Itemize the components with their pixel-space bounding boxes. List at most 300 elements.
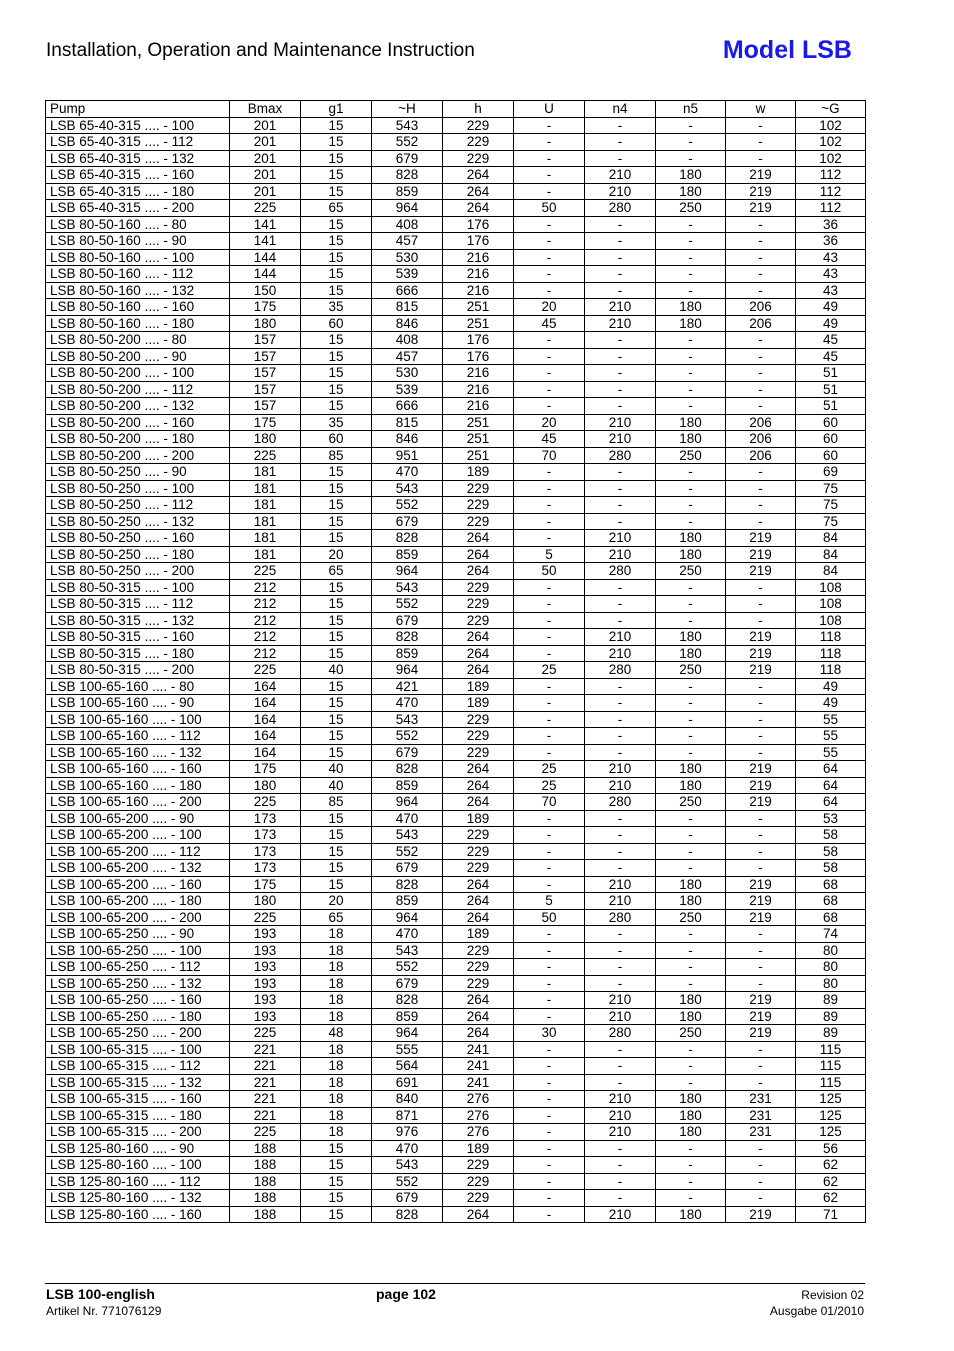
pump-cell: LSB 100-65-250 .... - 90 — [46, 926, 230, 943]
value-cell: 264 — [443, 530, 514, 547]
value-cell: - — [514, 513, 585, 530]
value-cell: 189 — [443, 464, 514, 481]
value-cell: 229 — [443, 612, 514, 629]
table-header-row — [46, 101, 866, 118]
pump-cell: LSB 65-40-315 .... - 100 — [46, 117, 230, 134]
value-cell: 210 — [585, 1008, 656, 1025]
value-cell: 157 — [230, 381, 301, 398]
value-cell: 264 — [443, 1025, 514, 1042]
value-cell: - — [585, 711, 656, 728]
value-cell: 15 — [301, 150, 372, 167]
footer-divider — [45, 1283, 865, 1284]
value-cell: 828 — [372, 1206, 443, 1223]
value-cell: 229 — [443, 975, 514, 992]
value-cell: 229 — [443, 860, 514, 877]
value-cell: - — [656, 464, 726, 481]
value-cell: - — [585, 150, 656, 167]
value-cell: - — [585, 464, 656, 481]
value-cell: 144 — [230, 249, 301, 266]
value-cell: - — [726, 959, 796, 976]
value-cell: - — [656, 942, 726, 959]
value-cell: 15 — [301, 497, 372, 514]
value-cell: 71 — [796, 1206, 866, 1223]
value-cell: - — [656, 249, 726, 266]
value-cell: - — [656, 1157, 726, 1174]
value-cell: 264 — [443, 662, 514, 679]
table-row — [46, 200, 866, 217]
table-row — [46, 530, 866, 547]
value-cell: - — [585, 810, 656, 827]
value-cell: 15 — [301, 1206, 372, 1223]
table-row — [46, 728, 866, 745]
value-cell: 543 — [372, 117, 443, 134]
value-cell: 30 — [514, 1025, 585, 1042]
value-cell: 225 — [230, 447, 301, 464]
pump-cell: LSB 100-65-200 .... - 112 — [46, 843, 230, 860]
value-cell: 212 — [230, 645, 301, 662]
value-cell: 216 — [443, 249, 514, 266]
value-cell: - — [656, 975, 726, 992]
value-cell: - — [585, 348, 656, 365]
pump-cell: LSB 80-50-160 .... - 160 — [46, 299, 230, 316]
value-cell: 250 — [656, 447, 726, 464]
pump-cell: LSB 100-65-200 .... - 100 — [46, 827, 230, 844]
value-cell: 219 — [726, 761, 796, 778]
value-cell: 65 — [301, 909, 372, 926]
value-cell: - — [585, 216, 656, 233]
value-cell: 176 — [443, 216, 514, 233]
value-cell: 15 — [301, 629, 372, 646]
value-cell: 60 — [796, 431, 866, 448]
value-cell: 164 — [230, 695, 301, 712]
value-cell: 15 — [301, 332, 372, 349]
value-cell: 552 — [372, 1173, 443, 1190]
value-cell: - — [514, 464, 585, 481]
table-row — [46, 579, 866, 596]
value-cell: 180 — [656, 1107, 726, 1124]
table-row — [46, 134, 866, 151]
value-cell: 68 — [796, 909, 866, 926]
value-cell: 210 — [585, 299, 656, 316]
value-cell: 180 — [656, 629, 726, 646]
value-cell: 43 — [796, 282, 866, 299]
value-cell: - — [726, 1041, 796, 1058]
value-cell: 112 — [796, 183, 866, 200]
value-cell: 15 — [301, 711, 372, 728]
value-cell: - — [585, 860, 656, 877]
column-header: n4 — [585, 101, 656, 118]
value-cell: - — [656, 1074, 726, 1091]
value-cell: 221 — [230, 1091, 301, 1108]
value-cell: - — [585, 233, 656, 250]
table-row — [46, 1124, 866, 1141]
value-cell: 219 — [726, 794, 796, 811]
value-cell: - — [514, 117, 585, 134]
value-cell: 75 — [796, 480, 866, 497]
table-row — [46, 629, 866, 646]
value-cell: 175 — [230, 876, 301, 893]
table-row — [46, 381, 866, 398]
value-cell: - — [514, 728, 585, 745]
value-cell: - — [585, 282, 656, 299]
value-cell: 125 — [796, 1124, 866, 1141]
value-cell: - — [726, 744, 796, 761]
value-cell: - — [726, 1058, 796, 1075]
pump-cell: LSB 100-65-160 .... - 100 — [46, 711, 230, 728]
value-cell: 543 — [372, 711, 443, 728]
value-cell: 68 — [796, 876, 866, 893]
dimensions-table — [45, 100, 866, 1223]
value-cell: - — [656, 596, 726, 613]
value-cell: 141 — [230, 233, 301, 250]
table-row — [46, 150, 866, 167]
value-cell: - — [726, 1190, 796, 1207]
table-row — [46, 497, 866, 514]
table-row — [46, 1107, 866, 1124]
value-cell: - — [585, 332, 656, 349]
pump-cell: LSB 80-50-200 .... - 132 — [46, 398, 230, 415]
value-cell: 18 — [301, 1107, 372, 1124]
value-cell: 108 — [796, 579, 866, 596]
value-cell: 35 — [301, 299, 372, 316]
table-row — [46, 777, 866, 794]
value-cell: 176 — [443, 233, 514, 250]
value-cell: - — [514, 134, 585, 151]
pump-cell: LSB 80-50-250 .... - 100 — [46, 480, 230, 497]
value-cell: 421 — [372, 678, 443, 695]
value-cell: - — [514, 1190, 585, 1207]
table-row — [46, 117, 866, 134]
value-cell: 229 — [443, 744, 514, 761]
value-cell: 264 — [443, 546, 514, 563]
value-cell: - — [585, 678, 656, 695]
pump-cell: LSB 100-65-315 .... - 180 — [46, 1107, 230, 1124]
value-cell: - — [656, 579, 726, 596]
value-cell: 15 — [301, 183, 372, 200]
value-cell: 212 — [230, 612, 301, 629]
table-row — [46, 414, 866, 431]
value-cell: 69 — [796, 464, 866, 481]
value-cell: 221 — [230, 1041, 301, 1058]
value-cell: 48 — [301, 1025, 372, 1042]
value-cell: - — [726, 975, 796, 992]
pump-cell: LSB 80-50-160 .... - 90 — [46, 233, 230, 250]
value-cell: - — [656, 480, 726, 497]
value-cell: 470 — [372, 926, 443, 943]
value-cell: - — [656, 365, 726, 382]
pump-cell: LSB 80-50-315 .... - 100 — [46, 579, 230, 596]
value-cell: - — [585, 959, 656, 976]
value-cell: - — [656, 233, 726, 250]
value-cell: 951 — [372, 447, 443, 464]
value-cell: 84 — [796, 546, 866, 563]
value-cell: 193 — [230, 1008, 301, 1025]
value-cell: 74 — [796, 926, 866, 943]
table-row — [46, 332, 866, 349]
value-cell: - — [726, 233, 796, 250]
pump-cell: LSB 80-50-250 .... - 90 — [46, 464, 230, 481]
pump-cell: LSB 80-50-250 .... - 132 — [46, 513, 230, 530]
value-cell: 43 — [796, 266, 866, 283]
value-cell: - — [514, 1041, 585, 1058]
value-cell: - — [514, 480, 585, 497]
value-cell: 210 — [585, 167, 656, 184]
value-cell: - — [514, 579, 585, 596]
value-cell: - — [514, 744, 585, 761]
value-cell: 229 — [443, 1190, 514, 1207]
value-cell: 58 — [796, 827, 866, 844]
pump-cell: LSB 100-65-160 .... - 132 — [46, 744, 230, 761]
value-cell: - — [726, 348, 796, 365]
value-cell: 115 — [796, 1058, 866, 1075]
value-cell: 115 — [796, 1041, 866, 1058]
value-cell: 828 — [372, 992, 443, 1009]
value-cell: 180 — [656, 1091, 726, 1108]
value-cell: 193 — [230, 992, 301, 1009]
pump-cell: LSB 80-50-250 .... - 180 — [46, 546, 230, 563]
value-cell: 176 — [443, 332, 514, 349]
value-cell: 15 — [301, 530, 372, 547]
value-cell: 45 — [514, 431, 585, 448]
value-cell: 210 — [585, 431, 656, 448]
table-row — [46, 860, 866, 877]
value-cell: 241 — [443, 1041, 514, 1058]
value-cell: - — [656, 959, 726, 976]
pump-cell: LSB 80-50-200 .... - 160 — [46, 414, 230, 431]
value-cell: 679 — [372, 612, 443, 629]
pump-cell: LSB 80-50-200 .... - 90 — [46, 348, 230, 365]
value-cell: 35 — [301, 414, 372, 431]
value-cell: - — [514, 992, 585, 1009]
value-cell: - — [514, 183, 585, 200]
value-cell: - — [656, 150, 726, 167]
value-cell: 219 — [726, 777, 796, 794]
value-cell: 679 — [372, 860, 443, 877]
value-cell: 68 — [796, 893, 866, 910]
value-cell: - — [726, 612, 796, 629]
value-cell: 219 — [726, 546, 796, 563]
value-cell: 18 — [301, 1124, 372, 1141]
value-cell: 206 — [726, 315, 796, 332]
value-cell: - — [514, 959, 585, 976]
pump-cell: LSB 100-65-160 .... - 90 — [46, 695, 230, 712]
value-cell: 18 — [301, 992, 372, 1009]
value-cell: 543 — [372, 1157, 443, 1174]
value-cell: 221 — [230, 1107, 301, 1124]
value-cell: - — [726, 827, 796, 844]
value-cell: 108 — [796, 612, 866, 629]
table-row — [46, 299, 866, 316]
column-header: Pump — [46, 101, 230, 118]
value-cell: - — [726, 398, 796, 415]
value-cell: - — [514, 1008, 585, 1025]
table-row — [46, 216, 866, 233]
value-cell: 859 — [372, 645, 443, 662]
value-cell: 276 — [443, 1124, 514, 1141]
value-cell: 210 — [585, 1206, 656, 1223]
value-cell: 164 — [230, 711, 301, 728]
column-header: ~G — [796, 101, 866, 118]
table-row — [46, 348, 866, 365]
value-cell: 210 — [585, 1091, 656, 1108]
value-cell: 859 — [372, 893, 443, 910]
value-cell: 964 — [372, 662, 443, 679]
value-cell: 89 — [796, 1025, 866, 1042]
value-cell: 175 — [230, 299, 301, 316]
value-cell: - — [585, 728, 656, 745]
value-cell: 188 — [230, 1140, 301, 1157]
value-cell: 691 — [372, 1074, 443, 1091]
value-cell: 828 — [372, 629, 443, 646]
value-cell: 157 — [230, 398, 301, 415]
table-row — [46, 1074, 866, 1091]
value-cell: - — [726, 1140, 796, 1157]
value-cell: 219 — [726, 200, 796, 217]
value-cell: 543 — [372, 579, 443, 596]
value-cell: - — [656, 1140, 726, 1157]
value-cell: 964 — [372, 1025, 443, 1042]
value-cell: 25 — [514, 662, 585, 679]
value-cell: 20 — [514, 299, 585, 316]
value-cell: - — [585, 695, 656, 712]
table-row — [46, 1173, 866, 1190]
table-row — [46, 315, 866, 332]
value-cell: 210 — [585, 761, 656, 778]
value-cell: 56 — [796, 1140, 866, 1157]
value-cell: 457 — [372, 233, 443, 250]
value-cell: 80 — [796, 942, 866, 959]
value-cell: 15 — [301, 117, 372, 134]
value-cell: 180 — [230, 893, 301, 910]
value-cell: 64 — [796, 761, 866, 778]
value-cell: 828 — [372, 530, 443, 547]
table-row — [46, 546, 866, 563]
value-cell: 225 — [230, 794, 301, 811]
value-cell: 859 — [372, 546, 443, 563]
value-cell: - — [514, 398, 585, 415]
table-row — [46, 612, 866, 629]
pump-cell: LSB 80-50-200 .... - 112 — [46, 381, 230, 398]
value-cell: 210 — [585, 629, 656, 646]
value-cell: 552 — [372, 728, 443, 745]
value-cell: 49 — [796, 299, 866, 316]
pump-cell: LSB 80-50-315 .... - 200 — [46, 662, 230, 679]
value-cell: - — [514, 1124, 585, 1141]
value-cell: - — [585, 579, 656, 596]
pump-cell: LSB 80-50-315 .... - 180 — [46, 645, 230, 662]
value-cell: 15 — [301, 1173, 372, 1190]
value-cell: 89 — [796, 1008, 866, 1025]
table-row — [46, 1008, 866, 1025]
value-cell: 219 — [726, 645, 796, 662]
value-cell: 15 — [301, 843, 372, 860]
table-row — [46, 926, 866, 943]
value-cell: 276 — [443, 1091, 514, 1108]
pump-cell: LSB 80-50-250 .... - 160 — [46, 530, 230, 547]
value-cell: 210 — [585, 777, 656, 794]
value-cell: 36 — [796, 233, 866, 250]
value-cell: - — [585, 117, 656, 134]
value-cell: 70 — [514, 794, 585, 811]
value-cell: 219 — [726, 1206, 796, 1223]
footer-revision: Revision 02 — [801, 1288, 864, 1302]
table-row — [46, 695, 866, 712]
value-cell: 201 — [230, 150, 301, 167]
value-cell: 679 — [372, 975, 443, 992]
value-cell: 871 — [372, 1107, 443, 1124]
value-cell: 40 — [301, 761, 372, 778]
value-cell: 15 — [301, 596, 372, 613]
value-cell: 206 — [726, 431, 796, 448]
value-cell: 15 — [301, 860, 372, 877]
value-cell: - — [585, 744, 656, 761]
table-row — [46, 810, 866, 827]
table-row — [46, 249, 866, 266]
table-row — [46, 794, 866, 811]
table-row — [46, 480, 866, 497]
value-cell: 679 — [372, 513, 443, 530]
value-cell: 264 — [443, 645, 514, 662]
value-cell: - — [514, 1157, 585, 1174]
value-cell: - — [514, 150, 585, 167]
value-cell: 264 — [443, 1206, 514, 1223]
value-cell: 280 — [585, 563, 656, 580]
value-cell: 666 — [372, 282, 443, 299]
value-cell: - — [514, 233, 585, 250]
value-cell: 251 — [443, 447, 514, 464]
value-cell: - — [514, 266, 585, 283]
value-cell: 15 — [301, 695, 372, 712]
value-cell: 552 — [372, 843, 443, 860]
value-cell: 180 — [656, 1008, 726, 1025]
value-cell: 55 — [796, 711, 866, 728]
value-cell: 5 — [514, 546, 585, 563]
value-cell: 18 — [301, 1041, 372, 1058]
value-cell: 15 — [301, 365, 372, 382]
value-cell: 181 — [230, 497, 301, 514]
value-cell: 36 — [796, 216, 866, 233]
value-cell: 206 — [726, 447, 796, 464]
table-row — [46, 282, 866, 299]
value-cell: 564 — [372, 1058, 443, 1075]
value-cell: - — [656, 744, 726, 761]
value-cell: 251 — [443, 431, 514, 448]
value-cell: 15 — [301, 167, 372, 184]
value-cell: - — [656, 810, 726, 827]
value-cell: 264 — [443, 893, 514, 910]
value-cell: 280 — [585, 909, 656, 926]
value-cell: 64 — [796, 777, 866, 794]
value-cell: 49 — [796, 695, 866, 712]
value-cell: - — [726, 480, 796, 497]
value-cell: - — [726, 926, 796, 943]
value-cell: 219 — [726, 909, 796, 926]
value-cell: 84 — [796, 530, 866, 547]
table-row — [46, 876, 866, 893]
pump-cell: LSB 80-50-160 .... - 100 — [46, 249, 230, 266]
value-cell: 666 — [372, 398, 443, 415]
column-header: ~H — [372, 101, 443, 118]
value-cell: - — [656, 282, 726, 299]
value-cell: 219 — [726, 662, 796, 679]
table-row — [46, 1058, 866, 1075]
value-cell: - — [514, 876, 585, 893]
value-cell: 210 — [585, 546, 656, 563]
value-cell: 175 — [230, 761, 301, 778]
pump-cell: LSB 80-50-250 .... - 200 — [46, 563, 230, 580]
value-cell: 64 — [796, 794, 866, 811]
table-row — [46, 563, 866, 580]
